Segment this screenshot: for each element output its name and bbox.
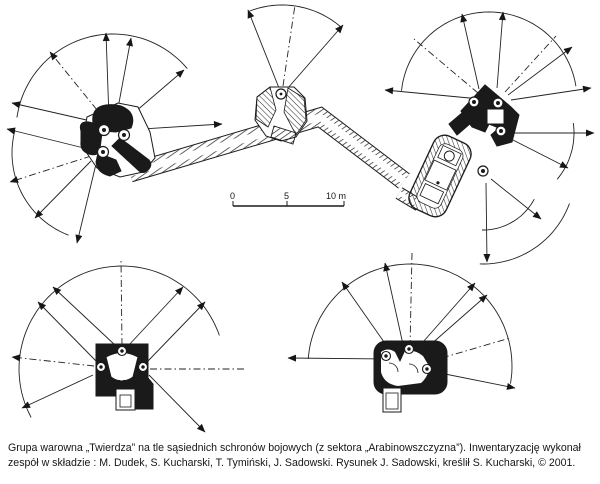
scale-bar <box>230 191 346 206</box>
fire-ray <box>128 287 183 346</box>
east-blockhouse-casemate <box>405 131 475 220</box>
fire-ray <box>77 164 96 243</box>
fire-ray <box>35 161 91 218</box>
caption-line-2: zespół w składzie : M. Dudek, S. Kucharski, T. Tymiński, J. Sadowski. Rysunek J. Sadowski, kreślił S. Kucharski, © 2001. <box>8 457 576 469</box>
fire-ray <box>7 129 92 150</box>
fire-ray <box>486 183 487 262</box>
fire-ray <box>385 263 404 349</box>
fire-ray <box>511 88 591 100</box>
scale-label-0: 0 <box>230 191 236 201</box>
figure-caption <box>8 441 596 471</box>
fire-ray <box>121 260 122 345</box>
south-east-bunker <box>374 341 447 412</box>
fire-ray <box>508 47 572 95</box>
fire-ray <box>53 287 116 346</box>
fire-ray <box>410 253 412 347</box>
caption-line-1: Grupa warowna „Twierdza” na tle sąsiednich schronów bojowych (z sektora „Arabinowszczyzna”). Inwentaryzację wykonał <box>8 442 581 454</box>
fire-ray <box>511 139 568 168</box>
fire-ray <box>462 14 479 89</box>
fire-ray <box>22 375 93 408</box>
fire-ray <box>416 283 475 350</box>
fire-ray <box>38 302 97 362</box>
fire-ray <box>491 179 541 219</box>
fire-ray <box>497 12 503 88</box>
fire-ray <box>283 5 295 86</box>
south-west-bunker <box>96 344 153 410</box>
fire-ray <box>248 10 279 88</box>
fire-ray <box>414 39 478 93</box>
east-blockhouse-rear-fan <box>480 179 570 264</box>
east-blockhouse-upper-fan <box>385 12 591 100</box>
fire-ray <box>12 357 94 366</box>
east-blockhouse-combat-block <box>461 85 519 146</box>
gorge-blockhouse-fan <box>248 5 343 89</box>
scale-label-5: 5 <box>284 191 290 201</box>
east-blockhouse <box>405 85 519 221</box>
fire-sector-fan-layer <box>7 5 594 432</box>
fire-ray <box>385 90 480 99</box>
fire-ray <box>505 36 556 92</box>
fire-ray <box>148 302 205 361</box>
east-blockhouse-flank-fan <box>511 123 594 179</box>
fire-ray <box>10 156 91 182</box>
west-blockhouse <box>80 103 155 177</box>
scale-label-10m: 10 m <box>326 191 347 201</box>
fire-ray <box>149 375 205 432</box>
fire-ray <box>287 25 343 89</box>
